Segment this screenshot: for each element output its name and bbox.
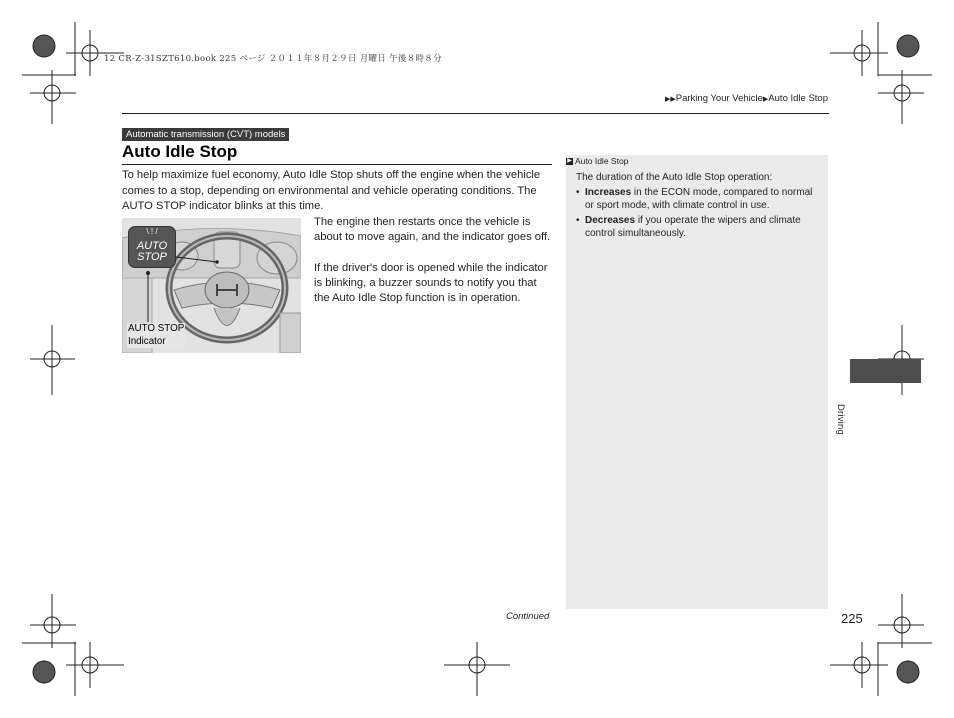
blink-rays-icon: \ ! / (146, 227, 158, 236)
sidebar-intro: The duration of the Auto Idle Stop operation: (576, 172, 773, 183)
breadcrumb-arrow-icon: ▶▶ (664, 96, 676, 103)
auto-stop-indicator-icon (128, 226, 176, 268)
figure-caption-line2: Indicator (128, 335, 166, 347)
title-rule (122, 164, 552, 165)
list-item-text: if you operate the wipers and climate control simultaneously. (585, 214, 801, 239)
indicator-text-line2: STOP (137, 251, 167, 263)
body-paragraph-2: If the driver's door is opened while the indicator is blinking, a buzzer sounds to notify you that the Auto Idle Stop function is in operation. (314, 261, 548, 305)
breadcrumb-parent[interactable]: Parking Your Vehicle (675, 93, 763, 104)
continued-label: Continued (506, 611, 550, 622)
body-paragraph-1: The engine then restarts once the vehicle is about to move again, and the indicator goes off. (314, 216, 551, 244)
page-number: 225 (841, 611, 863, 626)
model-badge: Automatic transmission (CVT) models (122, 128, 289, 141)
list-item-bold: Increases (585, 187, 632, 198)
sidebar-list (576, 186, 822, 241)
bullet-icon: • (576, 214, 580, 226)
sidebar-heading-text[interactable]: Auto Idle Stop (575, 156, 629, 166)
section-title: Auto Idle Stop (122, 142, 238, 161)
breadcrumb-current: Auto Idle Stop (768, 93, 828, 104)
list-item-text: in the ECON mode, compared to normal or sport mode, with climate control in use. (585, 187, 813, 212)
list-item (576, 214, 822, 241)
sidebar-heading (566, 156, 628, 166)
list-item-bold: Decreases (585, 214, 636, 226)
indicator-text-line1: AUTO (136, 240, 168, 252)
list-item (576, 186, 822, 213)
breadcrumb-arrow-icon: ▶ (762, 96, 769, 103)
intro-paragraph: To help maximize fuel economy, Auto Idle Stop shuts off the engine when the vehicle comes to a stop, depending on environmental and vehicle operating conditions. The AUTO STOP indicator blinks at this time. (122, 169, 541, 212)
header-rule (122, 113, 829, 114)
print-header: 12 CR-Z-31SZT610.book 225 ページ ２０１１年８月２９日 月曜日 午後８時８分 (104, 54, 442, 64)
chapter-tab[interactable] (850, 359, 921, 383)
chapter-tab-label[interactable]: Driving (835, 404, 846, 435)
figure-caption-line1: AUTO STOP (128, 323, 185, 334)
body-text (314, 215, 552, 321)
breadcrumb (665, 93, 828, 104)
reference-arrow-icon: ▶ (567, 158, 572, 165)
figure-caption (127, 323, 185, 348)
bullet-icon: • (576, 187, 580, 198)
